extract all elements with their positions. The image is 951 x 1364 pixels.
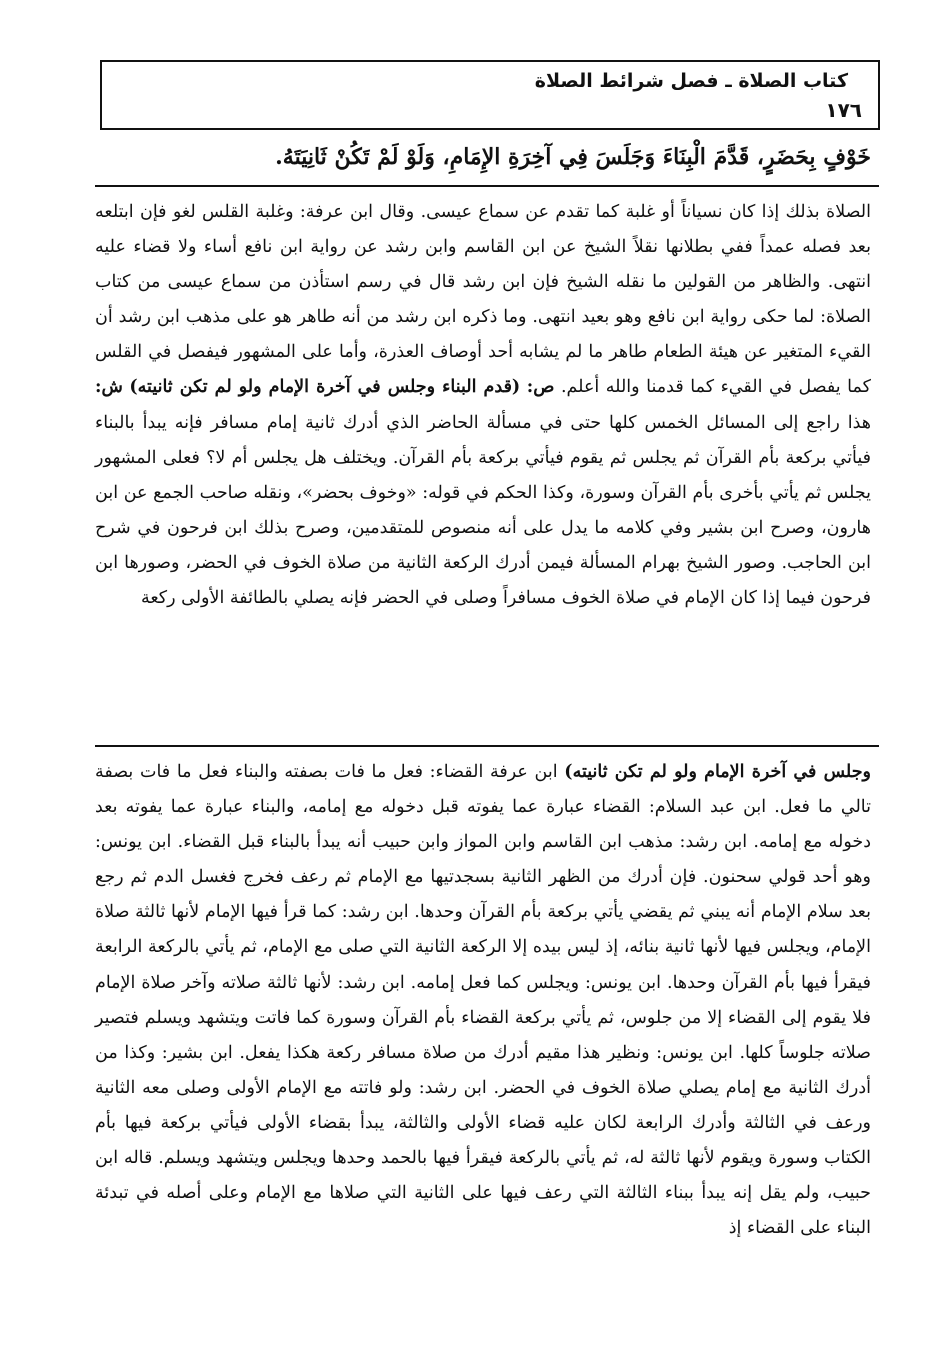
footnote-quote: وجلس في آخرة الإمام ولو لم تكن ثانيته) xyxy=(564,762,871,782)
matn-text: خَوْفٍ بِحَضَرٍ، قَدَّمَ الْبِنَاءَ وَجَلَسَ فِي آخِرَةِ الإِمَامِ، وَلَوْ لَمْ تَكُنْ ثَانِيَتَهُ. xyxy=(275,144,871,170)
footnote-text: ابن عرفة القضاء: فعل ما فات بصفته والبناء فعل ما فات بصفة تالي ما فعل. ابن عبد السلام: القضاء عبارة عما يفوته قبل دخوله مع إمامه، والبناء عبارة عما يفوته بعد دخوله مع إمامه. ابن رشد: مذهب ابن القاسم وابن المواز وابن حبيب أنه يبدأ بالبناء قبل القضاء. ابن يونس: وهو أحد قولي سحنون. فإن أدرك من الظهر الثانية بسجدتيها مع الإمام ثم رعف فخرج فغسل الدم ثم رجع بعد سلام الإمام أنه يبني ثم يقضي يأتي بركعة بأم القرآن وحدها. ابن رشد: كما قرأ فيها الإمام لأنها ثالثة صلاة الإمام، ويجلس فيها لأنها ثانية بنائه، إذ ليس بيده إلا الركعة الثانية التي صلى مع الإمام، ثم يأتي بالركعة الرابعة فيقرأ فيها بأم القرآن وحدها. ابن يونس: ويجلس كما فعل إمامه. ابن رشد: لأنها ثالثة صلاته وآخر صلاة الإمام فلا يقوم إلى القضاء إلا من جلوس، ثم يأتي بركعة القضاء بأم القرآن وسورة كما فاتت ويتشهد ويسلم فتصير صلاته جلوساً كلها. ابن يونس: ونظير هذا مقيم أدرك من صلاة مسافر ركعة هكذا يفعل. ابن بشير: وكذا من أدرك الثانية مع إمام يصلي صلاة الخوف في الحضر. ابن رشد: ولو فاتته مع الإمام الأولى وصلى معه الثانية ورعف في الثالثة وأدرك الرابعة لكان عليه قضاء الأولى والثالثة، يبدأ بقضاء الأولى فيأتي بركعة فيها بأم الكتاب وسورة ويقوم لأنها ثالثة له، ثم يأتي بالركعة فيقرأ فيها بالحمد وحدها ويجلس ويتشهد ويسلم. قاله ابن حبيب، ولم يقل إنه يبدأ ببناء الثالثة التي رعف فيها على الثانية التي صلاها مع الإمام وعلى أصله في تبدئة البناء على القضاء إذ xyxy=(95,762,871,1239)
commentary-block xyxy=(95,195,871,616)
commentary-paragraph xyxy=(95,195,871,616)
footnote-paragraph xyxy=(95,755,871,1246)
footnote-divider-line xyxy=(95,745,879,747)
sharh-label: ش: xyxy=(95,377,123,398)
commentary-text: الصلاة بذلك إذا كان نسياناً أو غلبة كما تقدم عن سماع عيسى. وقال ابن عرفة: وغلبة القلس لغو فإن ابتلعه بعد فصله عمداً ففي بطلانها نقلاً الشيخ عن ابن القاسم وابن رشد عن رواية ابن نافع أساء ولا قضاء عليه انتهى. والظاهر من القولين ما نقله الشيخ فإن ابن رشد قال في رسم استأذن من سماع عيسى من كتاب الصلاة: لما حكى رواية ابن نافع وهو بعيد انتهى. وما ذكره ابن رشد من أنه طاهر هو على مذهب ابن رشد أن القيء المتغير عن هيئة الطعام طاهر ما لم يشابه أحد أوصاف العذرة، وأما على المشهور فيفصل في القلس كما يفصل في القيء كما قدمنا والله أعلم. xyxy=(95,202,871,398)
matn-label: ص: xyxy=(526,377,555,398)
footnotes-block xyxy=(95,755,871,1246)
divider-line xyxy=(95,185,879,187)
running-header xyxy=(100,60,880,130)
commentary-text: هذا راجع إلى المسائل الخمس كلها حتى في مسألة الحاضر الذي أدرك ثانية إمام مسافر فإنه يبدأ بالبناء فيأتي بركعة بأم القرآن ثم يجلس ثم يقوم فيأتي بركعة بأم القرآن. ويختلف هل يجلس أم لا؟ فعلى المشهور يجلس ثم يأتي بأخرى بأم القرآن وسورة، وكذا الحكم في قوله: «وخوف بحضر»، ونقله صاحب الجمع عن ابن هارون، وصرح ابن بشير وفي كلامه ما يدل على أنه منصوص للمتقدمين، وصرح بذلك ابن فرحون في شرح ابن الحاجب. وصور الشيخ بهرام المسألة فيمن أدرك الركعة الثانية من صلاة الخوف في الحضر، وصورها ابن فرحون فيما إذا كان الإمام في صلاة الخوف مسافراً وصلى في الحضر فإنه يصلي بالطائفة الأولى ركعة xyxy=(95,412,871,609)
running-title: كتاب الصلاة ـ فصل شرائط الصلاة xyxy=(534,70,848,92)
matn-quote: (قدم البناء وجلس في آخرة الإمام ولو لم تكن ثانيته) xyxy=(129,377,521,398)
page-number: ١٧٦ xyxy=(825,98,862,122)
